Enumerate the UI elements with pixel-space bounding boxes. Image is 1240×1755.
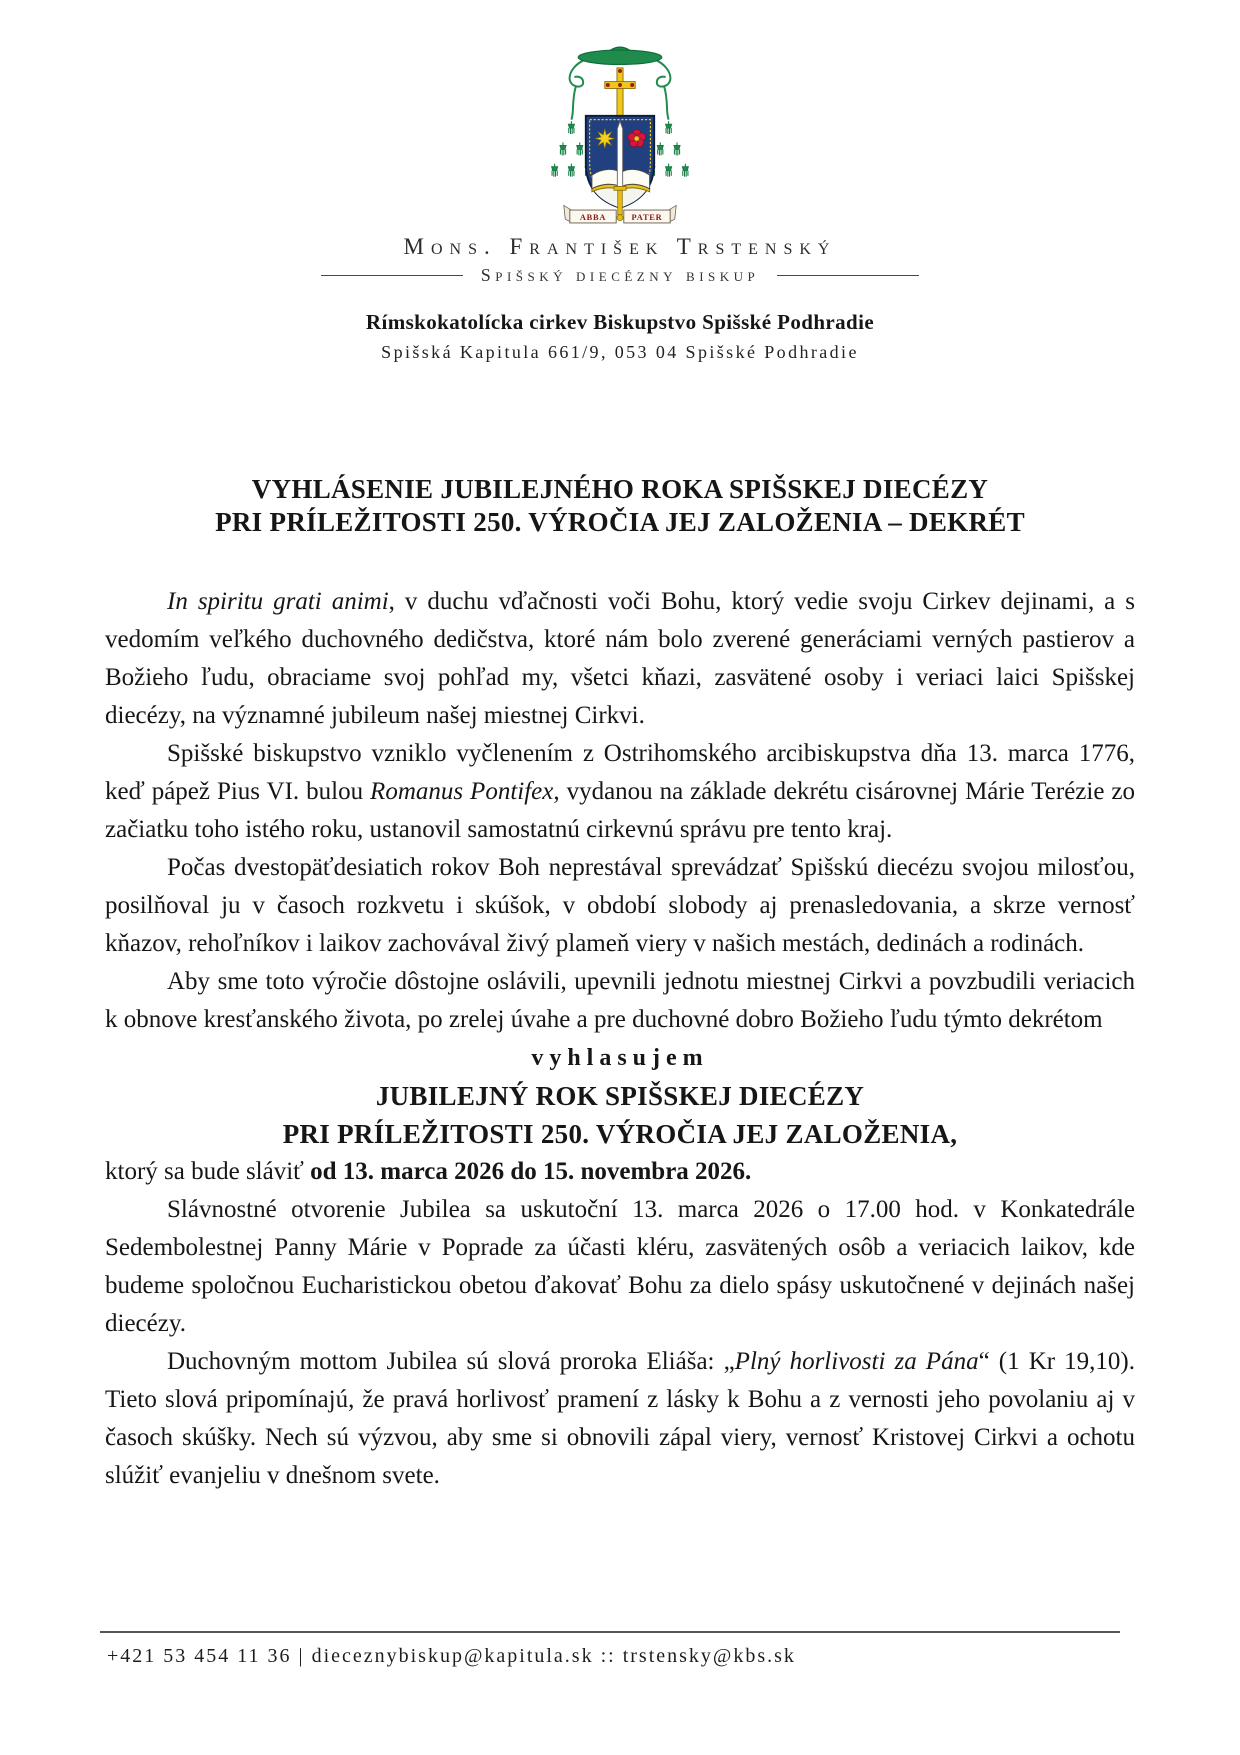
paragraph-2-text-post: , vydanou na základe dekrétu cisárovnej Márie Terézie zo začiatku toho istého roku, ustanovil samostatnú cirkevnú správu pre tento kraj.: [105, 778, 1135, 843]
paragraph-2: [105, 735, 1135, 849]
rule-left: [321, 275, 463, 276]
footer-contacts: [107, 1645, 796, 1668]
paragraph-7-motto: Plný horlivosti za Pána: [734, 1348, 979, 1375]
scroll-text-abba: ABBA: [579, 212, 607, 222]
footer-email-personal: trstensky@kbs.sk: [622, 1645, 796, 1667]
footer-email-office: dieceznybiskup@kapitula.sk: [311, 1645, 594, 1667]
paragraph-1: [105, 583, 1135, 735]
paragraph-3: Počas dvestopäťdesiatich rokov Boh neprestával sprevádzať Spišskú diecézu svojou milosťou, posilňoval ju v časoch rozkvetu i skúšok, v období slobody aj prenasledovania, a skrze vernosť kňazov, rehoľníkov i laikov zachovával živý plameň viery v našich mestách, dedinách a rodinách.: [105, 854, 1135, 957]
paragraph-5-text-post: .: [745, 1158, 752, 1185]
paragraph-1-text: , v duchu vďačnosti voči Bohu, ktorý vedie svoju Cirkev dejinami, a s vedomím veľkého duchovného dedičstva, ktoré nám bolo zverené generáciami verných pastierov a Božieho ľudu, obraciame svoj pohľad my, všetci kňazi, zasvätené osoby i veriaci laici Spišskej diecézy, na významné jubileum našej miestnej Cirkvi.: [105, 588, 1135, 729]
paragraph-7-text-post: “ (1 Kr 19,10). Tieto slová pripomínajú, že pravá horlivosť pramení z lásky k Bohu a z vernosti jeho povolaniu aj v časoch skúšky. Nech sú výzvou, aby sme si obnovili zápal viery, vernosť Kristovej Cirkvi a ochotu slúžiť evanjeliu v dnešnom svete.: [105, 1348, 1135, 1489]
scroll-text-pater: PATER: [631, 212, 663, 222]
bishop-name: Mons. František Trstenský: [403, 234, 837, 259]
paragraph-2-text-pre: Spišské biskupstvo vzniklo vyčlenením z Ostrihomského arcibiskupstva dňa 13. marca 1776, keď pápež Pius VI. bulou: [105, 740, 1135, 805]
footer-separator-2: ::: [600, 1645, 616, 1667]
paragraph-7: [105, 1343, 1135, 1495]
proclamation-verb: vyhlasujem: [531, 1045, 709, 1071]
footer-phone: +421 53 454 11 36: [107, 1645, 292, 1667]
rule-right: [777, 275, 919, 276]
organization-name: Rímskokatolícka cirkev Biskupstvo Spišské Podhradie: [365, 310, 875, 334]
galero-hat-icon: [578, 47, 662, 64]
paragraph-7-text-pre: Duchovným mottom Jubilea sú slová proroka Eliáša: „: [167, 1348, 735, 1375]
proclamation-line2: PRI PRÍLEŽITOSTI 250. VÝROČIA JEJ ZALOŽENIA,: [282, 1119, 958, 1149]
paragraph-4: Aby sme toto výročie dôstojne oslávili, upevnili jednotu miestnej Cirkvi a povzbudili veriacich k obnove kresťanského života, po zrelej úvahe a pre duchovné dobro Božieho ľudu týmto dekrétom: [105, 968, 1135, 1033]
bishop-role: Spišský diecézny biskup: [480, 265, 760, 285]
decree-title: [0, 473, 1240, 539]
decree-title-line2: PRI PRÍLEŽITOSTI 250. VÝROČIA JEJ ZALOŽENIA – DEKRÉT: [215, 507, 1025, 537]
footer-rule: [100, 1631, 1120, 1633]
sword-icon: [617, 121, 622, 186]
paragraph-1-latin-phrase: In spiritu grati animi: [167, 588, 389, 615]
star-icon: [595, 129, 615, 149]
paragraph-5-dates: od 13. marca 2026 do 15. novembra 2026: [310, 1158, 746, 1185]
decree-body: [105, 583, 1135, 1495]
proclamation-line1: JUBILEJNÝ ROK SPIŠSKEJ DIECÉZY: [375, 1081, 865, 1111]
bishop-role-row: [0, 265, 1240, 286]
paragraph-2-bull-name: Romanus Pontifex: [370, 778, 554, 805]
footer-separator-1: |: [298, 1645, 305, 1667]
paragraph-5: [105, 1153, 1135, 1191]
organization-address: Spišská Kapitula 661/9, 053 04 Spišské Podhradie: [381, 342, 859, 362]
coat-of-arms: [544, 36, 696, 226]
paragraph-6: Slávnostné otvorenie Jubilea sa uskutoční 13. marca 2026 o 17.00 hod. v Konkatedrále Sedembolestnej Panny Márie v Poprade za účasti kléru, zasvätených osôb a veriacich laikov, kde budeme spoločnou Eucharistickou obetou ďakovať Bohu za dielo spásy uskutočnené v dejinách našej diecézy.: [105, 1196, 1135, 1337]
paragraph-5-text-pre: ktorý sa bude sláviť: [105, 1158, 311, 1185]
cross-icon: [605, 68, 635, 117]
decree-title-line1: VYHLÁSENIE JUBILEJNÉHO ROKA SPIŠSKEJ DIECÉZY: [251, 474, 989, 504]
